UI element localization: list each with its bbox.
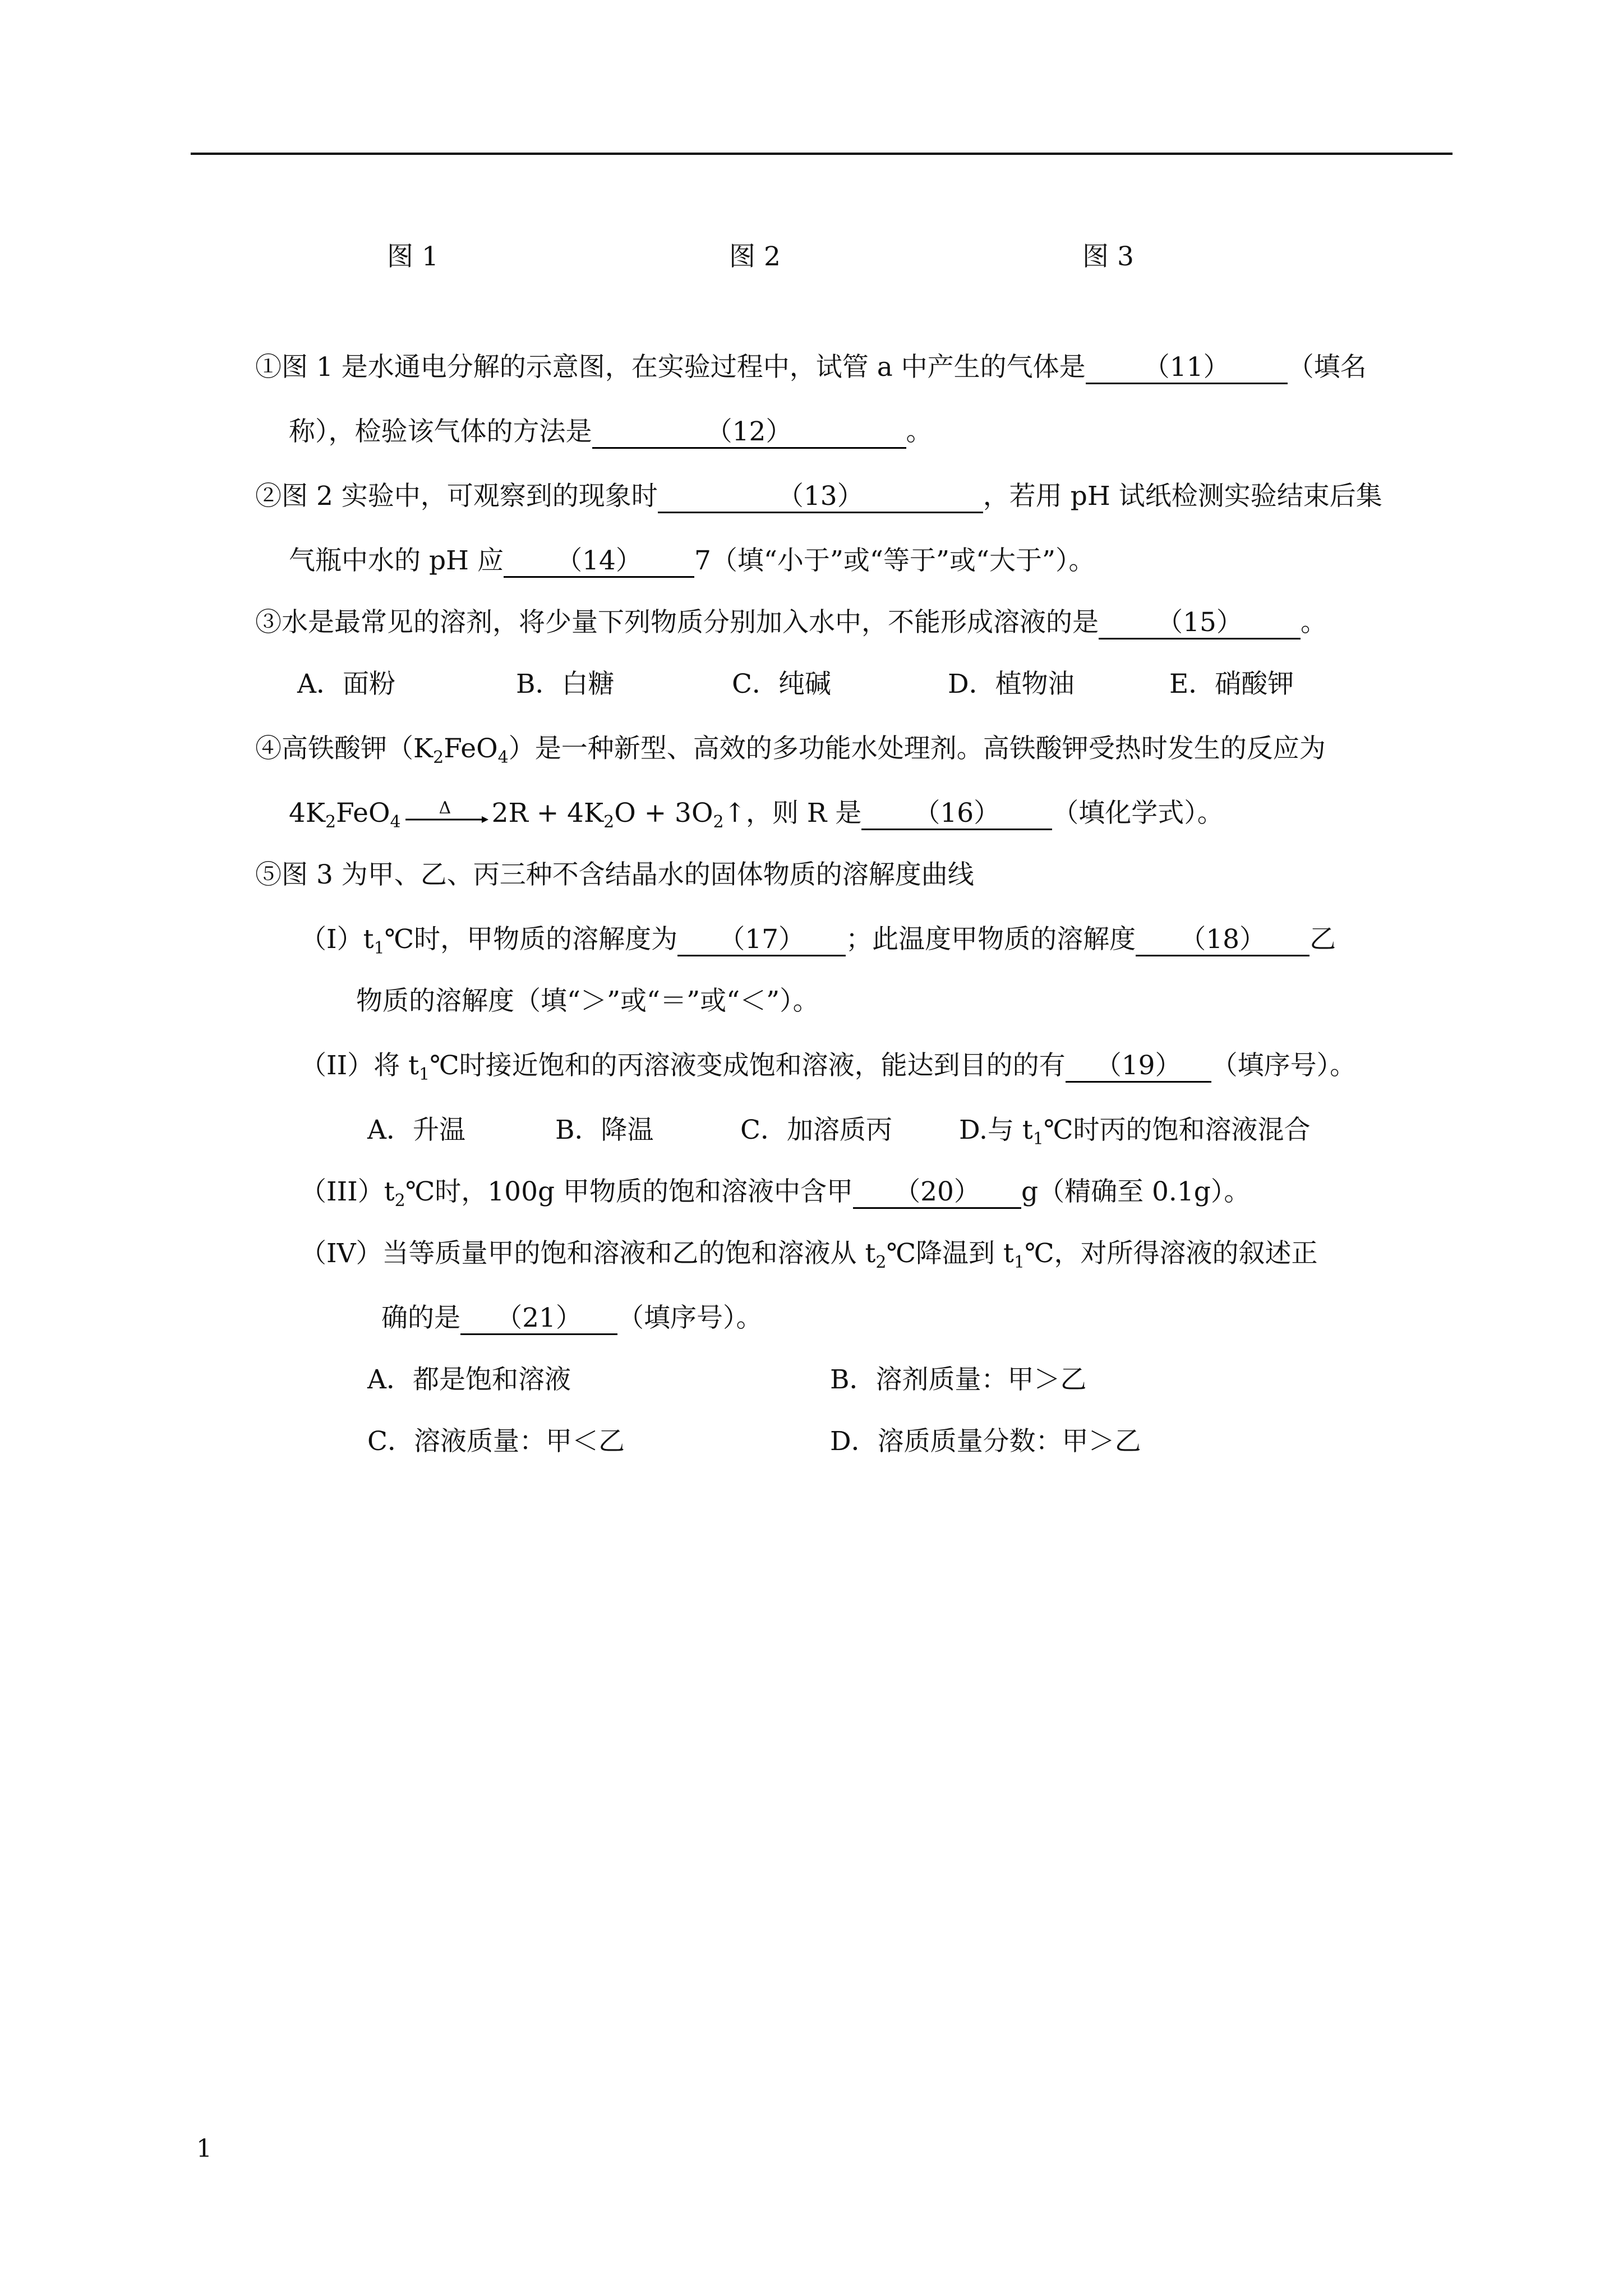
heat-condition: Δ [439, 798, 451, 818]
q3-option-b: B．白糖 [516, 669, 615, 700]
reaction-arrow-icon [404, 798, 488, 826]
q5-iv-line-2: 确的是 （21） （填序号）。 [381, 1301, 763, 1335]
q5-ii-option-a: A．升温 [367, 1115, 465, 1145]
answer-blank-17[interactable]: （17） [677, 924, 846, 956]
q5-iv-option-c: C．溶液质量：甲＜乙 [367, 1426, 625, 1457]
q5-iv-option-b: B．溶剂质量：甲＞乙 [830, 1364, 1087, 1395]
q3-option-e: E．硝酸钾 [1169, 669, 1294, 700]
answer-blank-18[interactable]: （18） [1136, 924, 1310, 956]
q5-iv-line-1: （IV）当等质量甲的饱和溶液和乙的饱和溶液从 $t_2℃$降温到 $t_1℃$，对所得溶液的叙述正 [300, 1238, 1318, 1272]
q5-iii-line: $(III)t_2℃$时，100g 甲物质的饱和溶液中含甲 （20） g（精确至 0.1g）。 [300, 1176, 1251, 1211]
q4-line-1: ④高铁酸钾$(K_2FeO_4)$是一种新型、高效的多功能水处理剂。高铁酸钾受热时发生的反应为 [255, 733, 1326, 767]
q5-ii-option-d: D.与 $t_1℃$时丙的饱和溶液混合 [959, 1115, 1311, 1149]
q2-line-1: ②图 2 实验中，可观察到的现象时 （13） ，若用 pH 试纸检测实验结束后集 [255, 480, 1382, 513]
figure-1-label: 图 1 [387, 241, 439, 272]
page-number: 1 [196, 2134, 212, 2163]
q5-i-line-1: $(I)t_1℃$时，甲物质的溶解度为 （17） ；此温度甲物质的溶解度 （18） 乙 [300, 924, 1336, 958]
answer-blank-14[interactable]: （14） [504, 546, 694, 578]
q1-line-1: ①图 1 是水通电分解的示意图，在实验过程中，试管 a 中产生的气体是 （11） （填名 [255, 351, 1367, 384]
q3-option-a: A．面粉 [297, 669, 395, 700]
q5-ii-option-b: B．降温 [555, 1115, 654, 1145]
q5-iv-option-d: D．溶质质量分数：甲＞乙 [830, 1426, 1141, 1457]
answer-blank-15[interactable]: （15） [1099, 608, 1301, 639]
figure-2-label: 图 2 [729, 241, 781, 272]
q2-line-2: 气瓶中水的 pH 应 （14） 7（填“小于”或“等于”或“大于”）。 [289, 544, 1095, 578]
header-rule [191, 153, 1453, 155]
answer-blank-16[interactable]: （16） [861, 798, 1052, 830]
q3-option-c: C．纯碱 [732, 669, 831, 700]
answer-blank-19[interactable]: （19） [1066, 1051, 1211, 1083]
answer-blank-13[interactable]: （13） [658, 481, 983, 513]
q3-line-1: ③水是最常见的溶剂，将少量下列物质分别加入水中，不能形成溶液的是 （15） 。 [255, 606, 1327, 639]
answer-blank-21[interactable]: （21） [460, 1303, 617, 1335]
q5-ii-option-c: C．加溶质丙 [740, 1115, 892, 1145]
q1-line-2: 称），检验该气体的方法是 （12） 。 [289, 415, 933, 449]
figure-3-label: 图 3 [1082, 241, 1134, 272]
q5-intro: ⑤图 3 为甲、乙、丙三种不含结晶水的固体物质的溶解度曲线 [255, 859, 974, 890]
q5-iv-option-a: A．都是饱和溶液 [367, 1364, 571, 1395]
q4-equation-line: $4K_2FeO_4$ Δ $2R + 4K_2O$ + $3O_2↑$，则 R 是 （16） （填化学式）。 [289, 797, 1224, 830]
q5-ii-line: （II）将 $t_1℃$时接近饱和的丙溶液变成饱和溶液，能达到目的的有 （19） （填序号）。 [300, 1050, 1357, 1084]
q5-i-line-2: 物质的溶解度（填“＞”或“＝”或“＜”）。 [356, 986, 819, 1016]
q3-option-d: D．植物油 [948, 669, 1075, 700]
answer-blank-12[interactable]: （12） [592, 417, 906, 449]
answer-blank-11[interactable]: （11） [1086, 352, 1288, 384]
answer-blank-20[interactable]: （20） [853, 1177, 1021, 1209]
